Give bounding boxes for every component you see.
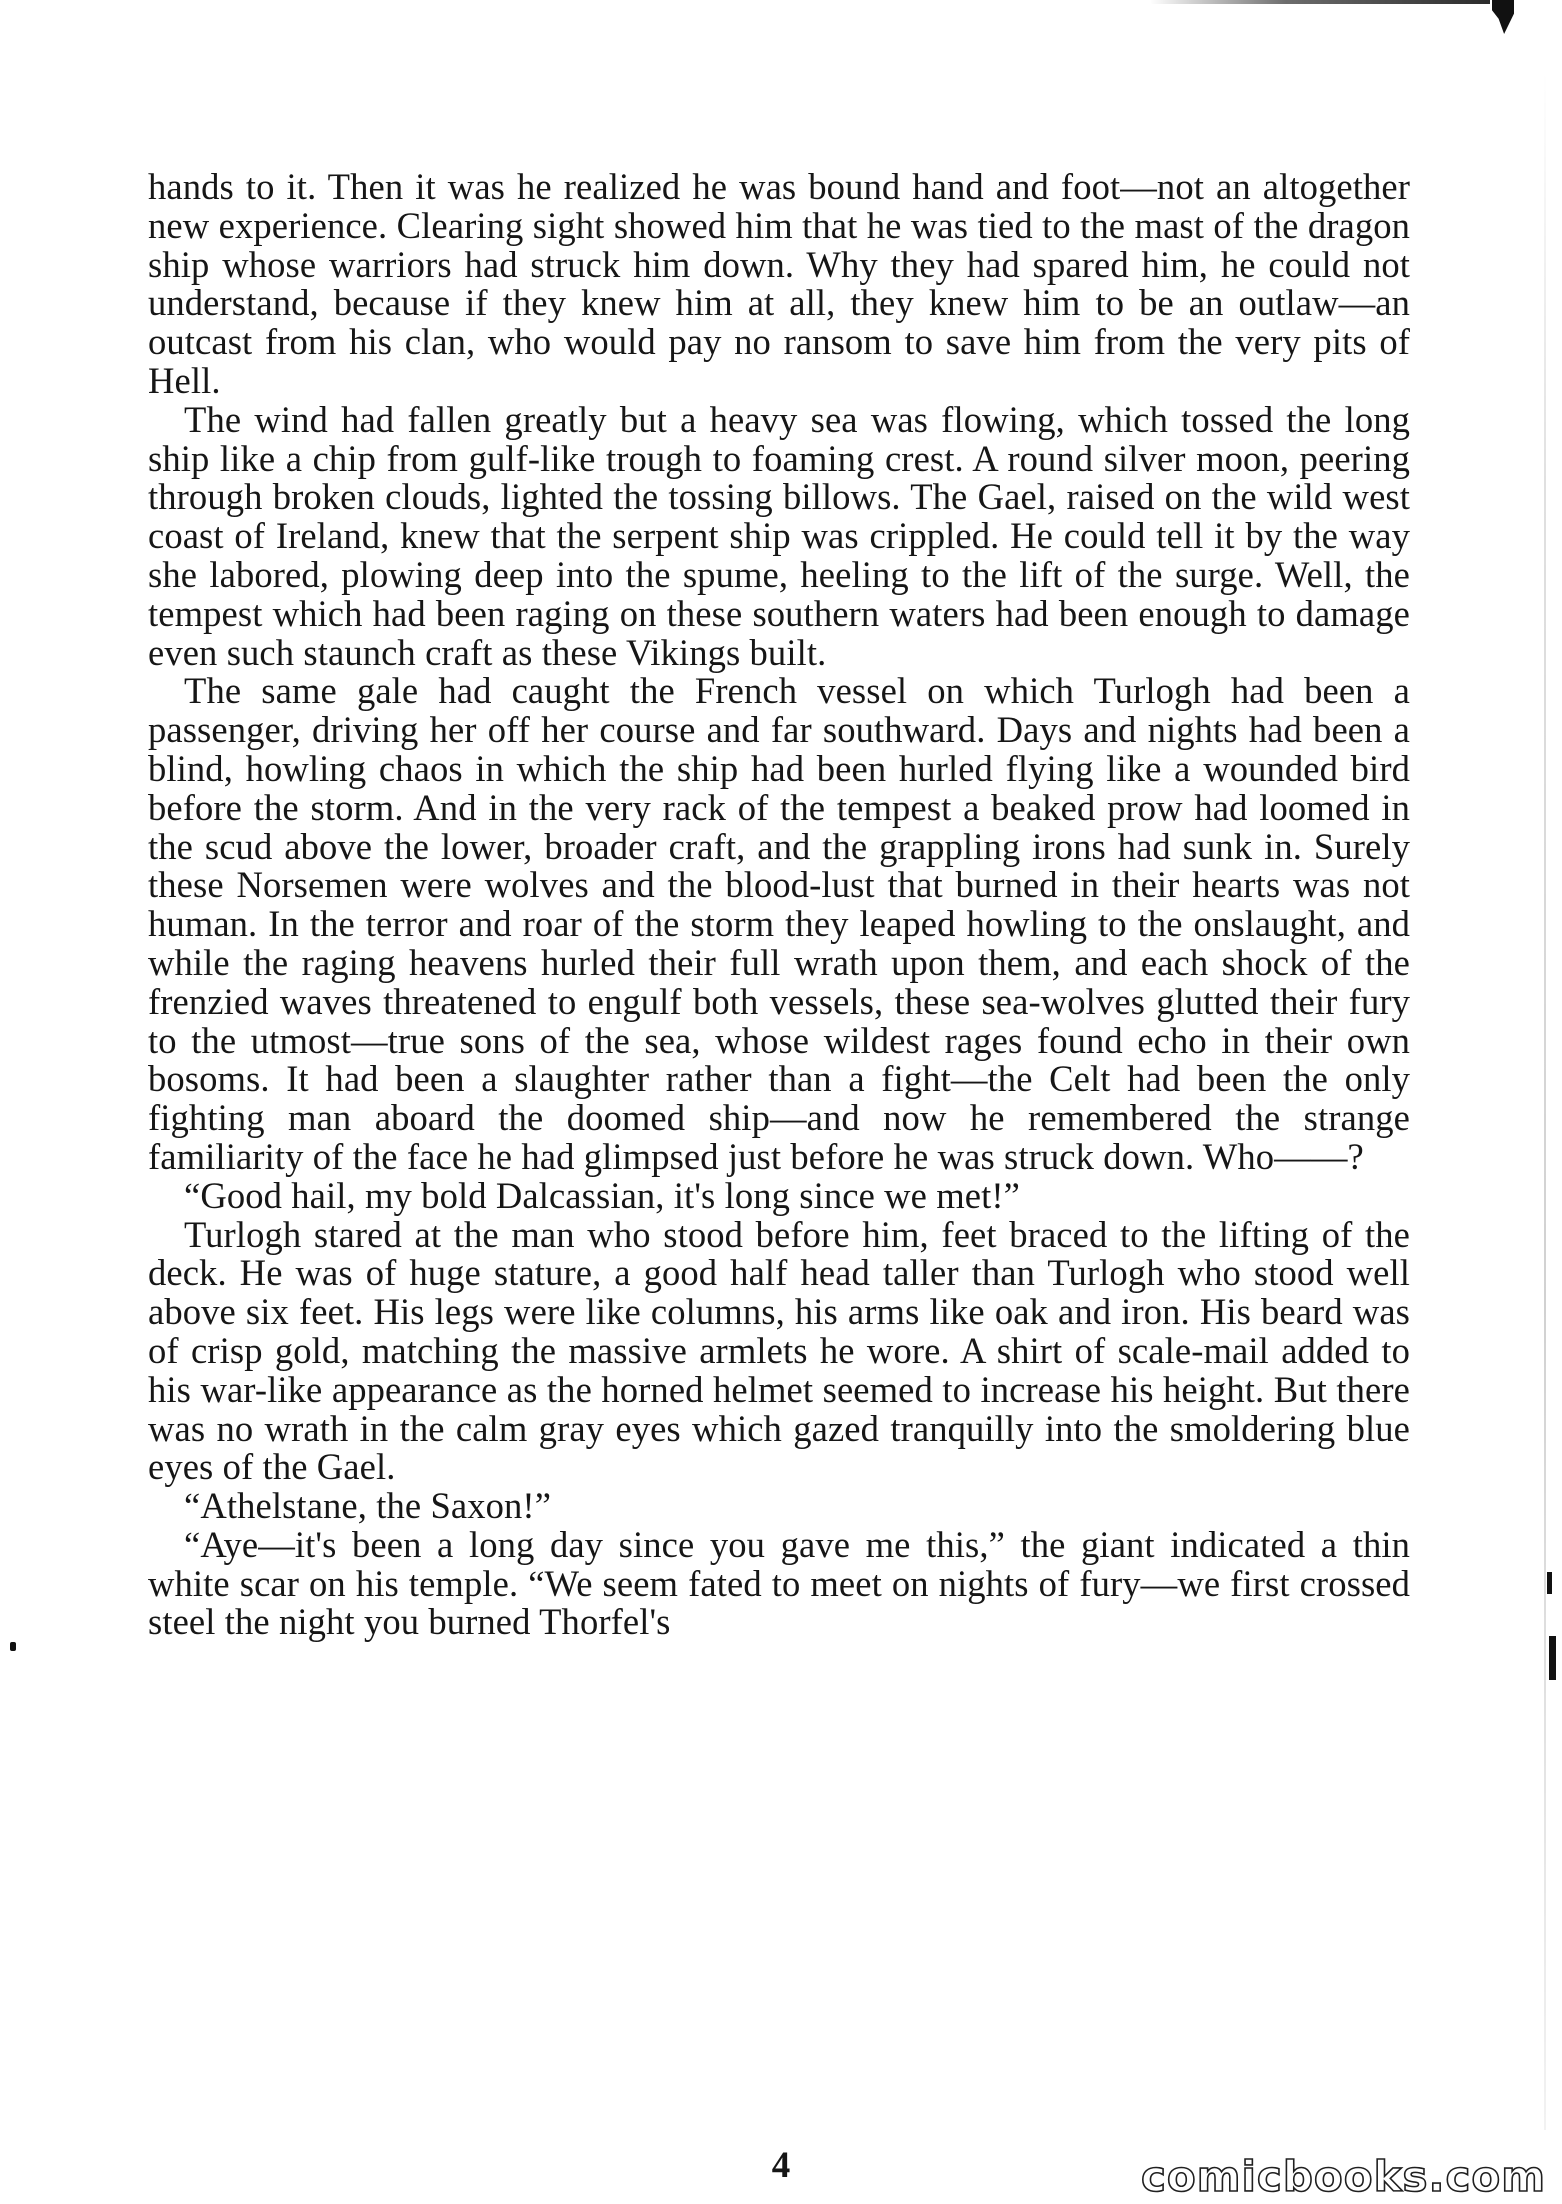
paragraph: Turlogh stared at the man who stood before him, feet braced to the lifting of the deck. He was of huge stature, a good half head taller than Turlogh who stood well above six feet. His legs were like columns, his arms like oak and iron. His beard was of crisp gold, matching the massive armlets he wore. A shirt of scale-mail added to his war-like appearance as the horned helmet seemed to increase his height. But there was no wrath in the calm gray eyes which gazed tranquilly into the smoldering blue eyes of the Gael. xyxy=(148,1213,1410,1488)
paragraph: “Aye—it's been a long day since you gave me this,” the giant indicated a thin white scar on his temple. “We seem fated to meet on nights of fury—we first crossed steel the night you burned Thorfel's xyxy=(148,1523,1410,1643)
scan-speck xyxy=(10,1642,16,1651)
scan-corner-mark xyxy=(1492,0,1514,34)
scan-edge-artifact xyxy=(1150,0,1490,4)
watermark: comicbooks.com xyxy=(1141,2152,1546,2201)
scan-speck xyxy=(1549,1636,1556,1680)
paragraph: hands to it. Then it was he realized he was bound hand and foot—not an altogether new experience. Clearing sight showed him that he was tied to the mast of the dragon ship whose warriors had struck him down. Why they had spared him, he could not understand, because if they knew him at all, they knew him to be an outlaw—an outcast from his clan, who would pay no ransom to save him from the very pits of Hell. xyxy=(148,166,1410,401)
paragraph: “Good hail, my bold Dalcassian, it's long since we met!” xyxy=(184,1174,1021,1216)
paragraph: “Athelstane, the Saxon!” xyxy=(184,1485,552,1527)
paragraph: The same gale had caught the French vessel on which Turlogh had been a passenger, driving her off her course and far southward. Days and nights had been a blind, howling chaos in which the ship had been hurled flying like a wounded bird before the storm. And in the very rack of the tempest a beaked prow had loomed in the scud above the lower, broader craft, and the grappling irons had sunk in. Surely these Norsemen were wolves and the blood-lust that burned in their hearts was not human. In the terror and roar of the storm they leaped howling to the onslaught, and while the raging heavens hurled their full wrath upon them, and each shock of the frenzied waves threatened to engulf both vessels, these sea-wolves glutted their fury to the utmost—true sons of the sea, whose wildest rages found echo in their own bosoms. It had been a slaughter rather than a fight—the Celt had been the only fighting man aboard the doomed ship—and now he remembered the strange familiarity of the face he had glimpsed just before he was struck down. Who——? xyxy=(148,670,1410,1177)
paragraph: The wind had fallen greatly but a heavy sea was flowing, which tossed the long ship like a chip from gulf-like trough to foaming crest. A round silver moon, peering through broken clouds, lighted the tossing billows. The Gael, raised on the wild west coast of Ireland, knew that the serpent ship was crippled. He could tell it by the way she labored, plowing deep into the spume, heeling to the lift of the surge. Well, the tempest which had been raging on these southern waters had been enough to damage even such staunch craft as these Vikings built. xyxy=(148,398,1410,673)
scan-gutter-shadow xyxy=(1544,70,1546,2130)
scan-speck xyxy=(1547,1572,1552,1594)
body-text xyxy=(148,168,1410,1642)
page-number: 4 xyxy=(771,2145,791,2186)
